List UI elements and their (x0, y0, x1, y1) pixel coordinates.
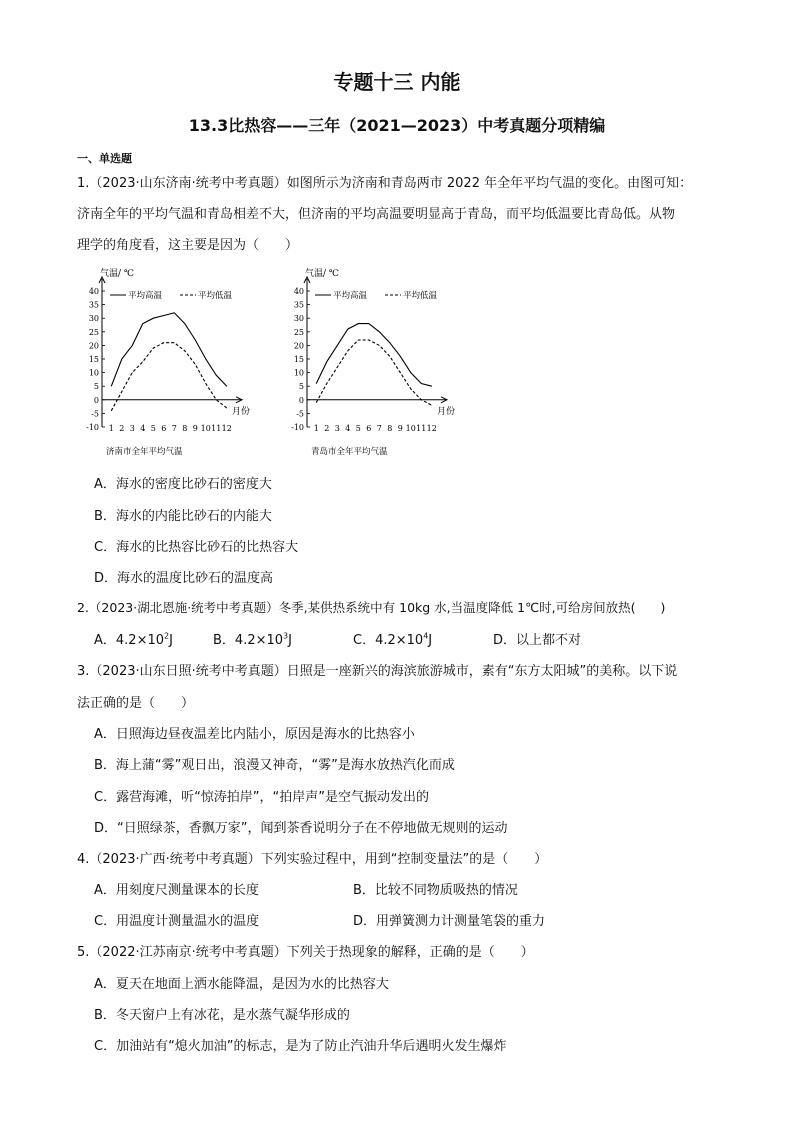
y-tick-label: 30 (88, 314, 99, 324)
x-tick-label: 6 (366, 424, 372, 433)
question-5-option-a[interactable]: A．夏天在地面上洒水能降温，是因为水的比热容大 (94, 977, 389, 992)
x-tick-label: 5 (150, 424, 156, 433)
data-point (400, 372, 401, 373)
data-point (121, 359, 122, 360)
y-tick-label: 10 (88, 368, 99, 378)
x-tick-label: 8 (387, 424, 393, 433)
question-2-option-d[interactable]: D．以上都不对 (493, 633, 582, 648)
y-tick-label: 10 (293, 368, 304, 378)
chart-qingdao (275, 262, 475, 462)
x-tick-label: 7 (376, 424, 382, 433)
x-tick-label: 6 (161, 424, 167, 433)
legend-label: 平均低温 (198, 291, 233, 301)
y-tick-label: 25 (88, 327, 99, 337)
data-point (431, 386, 432, 387)
y-tick-label: 5 (298, 382, 304, 392)
x-tick-label: 10 (200, 424, 211, 433)
x-tick-label: 9 (397, 424, 403, 433)
data-point (111, 410, 112, 411)
x-tick-label: 8 (182, 424, 188, 433)
y-tick-label: 40 (88, 287, 99, 296)
question-5-option-c[interactable]: C．加油站有“熄火加油”的标志，是为了防止汽油升华后遇明火发生爆炸 (94, 1039, 507, 1054)
x-tick-label: 7 (171, 424, 177, 433)
question-1-line-1: 1.（2023·山东济南·统考中考真题）如图所示为济南和青岛两市 2022 年全年平均气温的变化。由图可知： (77, 176, 693, 191)
x-tick-label: 12 (221, 424, 232, 433)
y-tick-label: 5 (93, 382, 99, 392)
x-tick-label: 4 (345, 424, 351, 433)
data-point (163, 315, 164, 316)
series-line (316, 340, 432, 405)
question-2-option-b[interactable] (213, 629, 292, 648)
question-4-option-d[interactable]: D．用弹簧测力计测量笔袋的重力 (353, 914, 546, 929)
data-point (184, 351, 185, 352)
y-tick-label: 0 (93, 395, 99, 405)
y-tick-label: 15 (88, 355, 99, 364)
data-point (132, 345, 133, 346)
data-point (174, 312, 175, 313)
data-point (358, 340, 359, 341)
x-tick-label: 2 (119, 424, 125, 433)
y-tick-label: -5 (296, 409, 304, 419)
data-point (368, 340, 369, 341)
data-point (174, 342, 175, 343)
data-point (379, 345, 380, 346)
data-point (205, 383, 206, 384)
data-point (421, 400, 422, 401)
data-point (389, 356, 390, 357)
data-point (195, 364, 196, 365)
question-3-line-1: 3.（2023·山东日照·统考中考真题）日照是一座新兴的海滨旅游城市，素有“东方太阳城”的美称。以下说 (77, 664, 678, 679)
x-axis-label: 月份 (232, 406, 251, 417)
question-3-option-c[interactable]: C．露营海滩，听“惊涛拍岸”，“拍岸声”是空气振动发出的 (94, 790, 430, 805)
y-axis-label: 气温/ ℃ (100, 269, 134, 279)
data-point (142, 323, 143, 324)
question-4-option-c[interactable]: C．用温度计测量温水的温度 (94, 914, 260, 929)
y-tick-label: -10 (291, 423, 304, 432)
question-5-option-b[interactable]: B．冬天窗户上有冰花，是水蒸气凝华形成的 (94, 1008, 350, 1023)
question-1-option-a[interactable]: A．海水的密度比砂石的密度大 (94, 477, 272, 492)
legend-label: 平均高温 (128, 291, 163, 301)
page-title: 专题十三 内能 (333, 70, 461, 94)
data-point (368, 323, 369, 324)
question-2-line-1: 2.（2023·湖北恩施·统考中考真题）冬季,某供热系统中有 10kg 水,当温度降低 1℃时,可给房间放热( ) (77, 600, 666, 615)
option-b-unit: J (288, 633, 292, 648)
data-point (389, 342, 390, 343)
y-tick-label: 40 (293, 287, 304, 296)
question-1-line-3: 理学的角度看，这主要是因为（ ） (77, 238, 299, 253)
question-1-option-b[interactable]: B．海水的内能比砂石的内能大 (94, 509, 272, 524)
question-3-line-2: 法正确的是（ ） (77, 696, 195, 711)
option-c-unit: J (428, 633, 433, 648)
question-2-option-c[interactable] (353, 629, 432, 648)
y-tick-label: 25 (293, 327, 304, 337)
x-tick-label: 12 (426, 424, 437, 433)
x-tick-label: 2 (324, 424, 330, 433)
data-point (358, 323, 359, 324)
y-tick-label: -5 (91, 409, 99, 419)
question-1-line-2: 济南全年的平均气温和青岛相差不大，但济南的平均高温要明显高于青岛，而平均低温要比青岛低。从物 (77, 207, 676, 222)
data-point (121, 391, 122, 392)
y-tick-label: 35 (293, 300, 304, 310)
page-subtitle: 13.3比热容——三年（2021—2023）中考真题分项精编 (188, 116, 606, 135)
data-point (163, 342, 164, 343)
data-point (142, 361, 143, 362)
question-3-option-a[interactable]: A．日照海边昼夜温差比内陆小，原因是海水的比热容小 (94, 727, 415, 742)
y-axis-label: 气温/ ℃ (305, 269, 339, 279)
y-tick-label: 20 (88, 341, 99, 351)
x-tick-label: 10 (405, 424, 416, 433)
question-3-option-d[interactable]: D．“日照绿茶，香飘万家”，闻到茶香说明分子在不停地做无规则的运动 (94, 821, 508, 836)
data-point (431, 405, 432, 406)
question-4-option-a[interactable]: A．用刻度尺测量课本的长度 (94, 883, 259, 898)
data-point (226, 408, 227, 409)
question-4-line-1: 4.（2023·广西·统考中考真题）下列实验过程中，用到“控制变量法”的是（ ） (77, 852, 548, 867)
data-point (216, 400, 217, 401)
option-a-mantissa: A．4.2×10 (94, 633, 165, 648)
x-tick-label: 4 (140, 424, 146, 433)
series-line (316, 324, 432, 387)
legend-label: 平均高温 (333, 291, 368, 301)
data-point (205, 359, 206, 360)
data-point (226, 386, 227, 387)
series-line (111, 343, 227, 411)
chart-jinan (70, 262, 270, 462)
chart-title: 青岛市全年平均气温 (311, 447, 388, 457)
data-point (184, 323, 185, 324)
data-point (326, 383, 327, 384)
data-point (379, 332, 380, 333)
x-tick-label: 9 (192, 424, 198, 433)
data-point (421, 383, 422, 384)
series-line (111, 313, 227, 386)
data-point (216, 375, 217, 376)
y-tick-label: -10 (86, 423, 99, 432)
question-1-option-d[interactable]: D．海水的温度比砂石的温度高 (94, 571, 274, 586)
data-point (132, 372, 133, 373)
option-c-mantissa: C．4.2×10 (353, 633, 424, 648)
y-tick-label: 35 (88, 300, 99, 310)
data-point (153, 318, 154, 319)
y-tick-label: 20 (293, 341, 304, 351)
data-point (153, 348, 154, 349)
option-a-exponent: 2 (164, 631, 170, 641)
x-tick-label: 3 (129, 424, 135, 433)
question-3-option-b[interactable]: B．海上蒲“雾”观日出，浪漫又神奇，“雾”是海水放热汽化而成 (94, 758, 455, 773)
data-point (400, 356, 401, 357)
x-tick-label: 11 (211, 424, 222, 433)
x-tick-label: 11 (416, 424, 427, 433)
question-1-option-c[interactable]: C．海水的比热容比砂石的比热容大 (94, 540, 299, 555)
data-point (347, 351, 348, 352)
option-b-exponent: 3 (283, 631, 289, 641)
y-tick-label: 0 (298, 395, 304, 405)
chart-title: 济南市全年平均气温 (106, 447, 183, 457)
option-b-mantissa: B．4.2×10 (213, 633, 284, 648)
data-point (337, 367, 338, 368)
x-axis-label: 月份 (437, 406, 456, 417)
data-point (410, 389, 411, 390)
section-heading: 一、单选题 (77, 152, 132, 165)
data-point (337, 345, 338, 346)
data-point (410, 372, 411, 373)
option-a-unit: J (169, 633, 173, 648)
x-tick-label: 1 (313, 424, 319, 433)
data-point (316, 402, 317, 403)
question-4-option-b[interactable]: B．比较不同物质吸热的情况 (353, 883, 518, 898)
question-2-option-a[interactable] (94, 629, 173, 648)
y-tick-label: 30 (293, 314, 304, 324)
question-5-line-1: 5.（2022·江苏南京·统考中考真题）下列关于热现象的解释，正确的是（ ） (77, 945, 534, 960)
data-point (316, 383, 317, 384)
option-c-exponent: 4 (423, 631, 429, 641)
data-point (111, 386, 112, 387)
x-tick-label: 5 (355, 424, 361, 433)
x-tick-label: 3 (334, 424, 340, 433)
data-point (195, 340, 196, 341)
x-tick-label: 1 (108, 424, 114, 433)
data-point (347, 329, 348, 330)
data-point (326, 361, 327, 362)
y-tick-label: 15 (293, 355, 304, 364)
legend-label: 平均低温 (403, 291, 438, 301)
